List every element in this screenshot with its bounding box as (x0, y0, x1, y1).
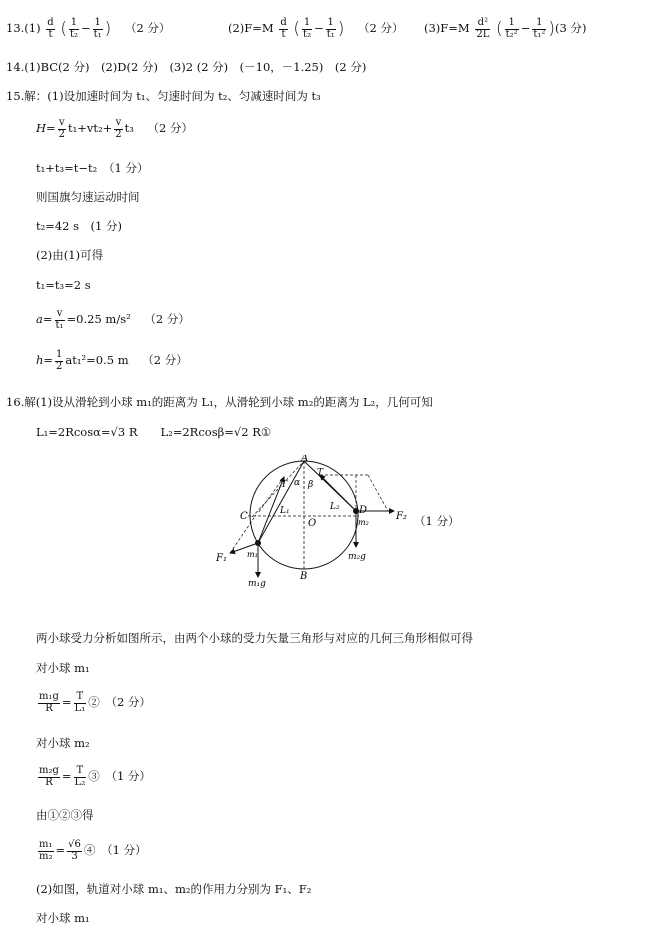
q13-part3: (3)F=M $\frac{\text{d²}}{2L}$ ( $\frac{1}{\text{t₂²}}$ − $\frac{1}{\text{t₁²}}$ )(3 分) (424, 17, 587, 40)
label-T-left: T (281, 480, 288, 490)
label-B: B (300, 571, 308, 582)
label-F1: F₁ (216, 553, 227, 564)
q16-ratio: $\frac{\text{m₁}}{\text{m₂}}$ = $\frac{√6}{3}$ ④ （1 分） (39, 839, 147, 862)
frac-d-over-t: $\frac{d}{t}$ (47, 17, 54, 40)
label-L1: L₁ (280, 506, 290, 516)
q15-t1: t₁=t₃=2 s (36, 278, 91, 292)
label-beta: β (308, 480, 314, 490)
q14-line: 14.(1)BC(2 分) (2)D(2 分) (3)2 (2 分) (－10，－1.25) (2 分) (6, 60, 367, 74)
q13-part2: (2)F=M $\frac{d}{t}$ ( $\frac{1}{\text{t₂}}$ − $\frac{1}{\text{t₁}}$ ) （2 分） (228, 17, 404, 40)
label-m1g: m₁g (248, 579, 266, 589)
label-D: D (359, 505, 368, 516)
label-alpha: α (294, 478, 301, 488)
label-C: C (240, 511, 248, 522)
dashed-right-diag (368, 475, 388, 511)
q15-part2: (2)由(1)可得 (36, 248, 104, 262)
q15-then: 则国旗匀速运动时间 (36, 190, 140, 204)
q16-eq-m1: $\frac{\text{m₁g}}{R}$ = $\frac{T}{\text{L₁}}$ ② （2 分） (39, 691, 151, 714)
q16-for-m1: 对小球 m₁ (36, 661, 90, 675)
q16-L-eq: L₁=2Rcosα=√3 R L₂=2Rcosβ=√2 R① (36, 425, 272, 439)
q16-eq-m2: $\frac{\text{m₂g}}{R}$ = $\frac{T}{\text{L₂}}$ ③ （1 分） (39, 765, 151, 788)
q15-t2: t₂=42 s (1 分) (36, 219, 123, 233)
q16-diagram-score: （1 分） (414, 514, 460, 528)
dashed-c-o (252, 461, 304, 517)
label-L2: L₂ (330, 502, 340, 512)
label-m1: m₁ (247, 550, 258, 559)
q16-intro: 16.解(1)设从滑轮到小球 m₁的距离为 L₁，从滑轮到小球 m₂的距离为 L₂，几何可知 (6, 395, 433, 409)
q16-for-m2: 对小球 m₂ (36, 736, 90, 750)
label-m2g: m₂g (348, 552, 366, 562)
q15-a: a= $\frac{v}{\text{t₁}}$ =0.25 m/s² （2 分） (36, 308, 190, 331)
q16-part2: (2)如图，轨道对小球 m₁、m₂的作用力分别为 F₁、F₂ (36, 882, 312, 896)
q16-from: 由①②③得 (36, 808, 94, 822)
q15-h: h= $\frac{1}{2}$ at₁²=0.5 m （2 分） (36, 349, 188, 372)
ball-m1 (255, 540, 261, 546)
string-m1 (258, 461, 304, 543)
q15-eq2: t₁+t₃=t−t₂ （1 分） (36, 161, 149, 175)
label-O: O (308, 518, 317, 529)
label-T-right: T (317, 468, 324, 478)
q15-intro: 15.解：(1)设加速时间为 t₁、匀速时间为 t₂、匀减速时间为 t₃ (6, 89, 321, 103)
label-m2: m₂ (358, 518, 369, 527)
q13-number: 13. (6, 21, 25, 35)
q15-eq1: H= $\frac{v}{2}$ t₁+vt₂+ $\frac{v}{2}$ t₃ （2 分） (36, 117, 194, 140)
q16-analysis: 两小球受力分析如图所示，由两个小球的受力矢量三角形与对应的几何三角形相似可得 (36, 631, 473, 645)
q16-for-m1-b: 对小球 m₁ (36, 911, 90, 925)
label-A: A (301, 455, 309, 464)
q13-line: 13.(1) $\frac{d}{t}$ ( $\frac{1}{\text{t₂}}$ − $\frac{1}{\text{t₁}}$ ) （2 分） (6, 17, 171, 40)
label-F2: F₂ (396, 511, 407, 522)
